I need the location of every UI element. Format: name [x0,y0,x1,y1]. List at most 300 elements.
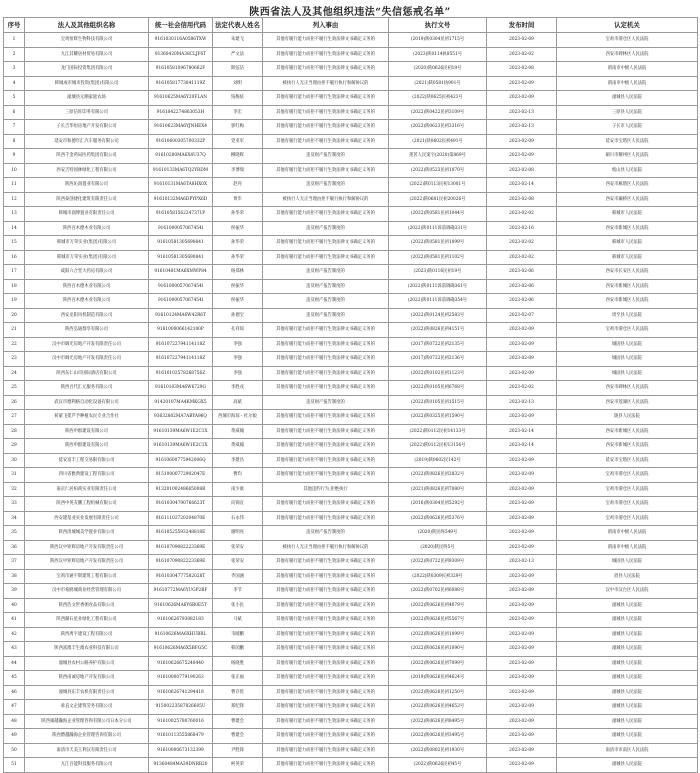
table-row [4,729,698,744]
table-row [4,337,698,352]
cell-reason: 其他有履行能力而拒不履行生效法律文书确定义务的 [263,511,389,526]
cell-org-name: 潼城县东丰农机有限责任公司 [25,685,149,700]
cell-seq: 30 [4,453,25,468]
cell-org-name: 陕西雍越瀚海企业管理咨询有限公司日本分公司 [25,714,149,729]
cell-legal-rep: 尹胜锋 [213,743,263,758]
table-row [4,236,698,251]
cell-authority: 韩城市人民法院 [557,236,698,251]
cell-doc-number: (2022)陕0626民初1250号 [389,685,487,700]
cell-doc-number: (2022)陕0112民初13156号 [389,439,487,454]
cell-publish-date: 2023-02-06 [487,265,557,280]
cell-authority: 潼城县人民法院 [557,656,698,671]
cell-legal-rep: 郭红梅 [213,120,263,135]
cell-org-name: 陕西汉中钜辉房地产开发有限责任公司 [25,555,149,570]
table-row [4,279,698,294]
cell-publish-date: 2023-02-09 [487,671,557,686]
cell-seq: 5 [4,91,25,106]
cell-credit-code: 91610139MA6W1E2C1X [149,424,213,439]
cell-authority: 潼城县人民法院 [557,758,698,773]
cell-org-name: 潼城县元顺家庭农场 [25,91,149,106]
cell-legal-rep: 孙华荣 [213,207,263,222]
cell-reason: 其他有履行能力而拒不履行生效法律文书确定义务的 [263,410,389,425]
cell-legal-rep: 杨郑林 [213,265,263,280]
cell-legal-rep: 严文法 [213,47,263,62]
cell-doc-number: (2020)陕民终549号 [389,526,487,541]
cell-publish-date: 2023-02-09 [487,497,557,512]
cell-credit-code: 91610626793082183 [149,613,213,628]
cell-seq: 40 [4,598,25,613]
table-row [4,453,698,468]
cell-credit-code: 91610581305690841 [149,250,213,265]
cell-legal-rep: 郑纪锋 [213,700,263,715]
cell-org-name: 汉中市阔光房地产开发有限责任公司 [25,337,149,352]
cell-org-name: 陕西浩文世香粥食品有限公司 [25,598,149,613]
cell-authority: 潼城县人民法院 [557,685,698,700]
cell-seq: 22 [4,337,25,352]
header-doc-number: 执行文号 [389,18,487,33]
cell-seq: 34 [4,511,25,526]
cell-legal-rep: 李宏 [213,105,263,120]
cell-credit-code: 91610200MA6X4U37Q [149,149,213,164]
cell-credit-code: 91610626MA6X5BFG5C [149,642,213,657]
cell-legal-rep: 李胜戎 [213,381,263,396]
cell-credit-code: 91610709082223369E [149,540,213,555]
cell-authority: 渭南市中级人民法院 [557,540,698,555]
cell-credit-code: 91610103MA6W6729G [149,381,213,396]
cell-seq: 23 [4,352,25,367]
cell-credit-code: 91610600775942006Q [149,453,213,468]
cell-org-name: 西安吉特园林绿化工程有限公司 [25,163,149,178]
cell-org-name: 陕西富澳丰生澳农业科技有限公司 [25,642,149,657]
cell-publish-date: 2023-02-02 [487,236,557,251]
cell-legal-rep: 李博瑞 [213,163,263,178]
cell-reason: 其他有履行能力而拒不履行生效法律文书确定义务的 [263,584,389,599]
cell-legal-rep: 杨晓胜 [213,656,263,671]
cell-doc-number: (2022)陕0626民初1090号 [389,642,487,657]
cell-credit-code: 91610581773841119Z [149,76,213,91]
table-row [4,91,698,106]
cell-seq: 38 [4,569,25,584]
cell-authority: 西安市莲湖区人民法院 [557,395,698,410]
cell-doc-number: (2020)陕民终5号 [389,540,487,555]
cell-seq: 35 [4,526,25,541]
cell-doc-number: (2022)陕0626民初45号 [389,758,487,773]
cell-org-name: 三原信旺印务有限公司 [25,105,149,120]
cell-org-name: 九江其耀居材贸易有限公司 [25,47,149,62]
cell-publish-date: 2023-02-09 [487,352,557,367]
cell-credit-code: 9161000057067454l [149,279,213,294]
cell-credit-code: 91610525593248818E [149,526,213,541]
cell-legal-rep: 李节 [213,584,263,599]
cell-authority: 西安市新城区人民法院 [557,294,698,309]
cell-legal-rep: 曹存优 [213,685,263,700]
cell-doc-number: (2022)陕0626民初1099号 [389,627,487,642]
cell-seq: 8 [4,134,25,149]
header-org-name: 法人及其他组织名称 [25,18,149,33]
cell-doc-number: (2022)陕0722民初9309号 [389,555,487,570]
cell-legal-rep: 黄威翰 [213,424,263,439]
cell-seq: 24 [4,366,25,381]
cell-seq: 25 [4,381,25,396]
cell-seq: 15 [4,236,25,251]
cell-credit-code: 91500223587826605U [149,700,213,715]
cell-doc-number: (2019)陕0304民初1715号 [389,33,487,48]
cell-legal-rep: 侯振华 [213,221,263,236]
cell-org-name: 陕西禹宇建设工程有限公司 [25,627,149,642]
cell-doc-number: (2021)陕0826民初7080号 [389,482,487,497]
cell-credit-code: 91610626MA6Y6R0E5T [149,598,213,613]
cell-reason: 其他有履行能力而拒不履行生效法律文书确定义务的 [263,105,389,120]
cell-reason: 其他有履行能力而拒不履行生效法律文书确定义务的 [263,323,389,338]
cell-org-name: 陕西汉中钜辉房地产开发有限责任公司 [25,540,149,555]
cell-seq: 42 [4,627,25,642]
cell-seq: 4 [4,76,25,91]
cell-credit-code: 91610581096780662F [149,62,213,77]
cell-doc-number: 莲茗人民案字(2020)第869号 [389,149,487,164]
cell-doc-number: (2022)陕0111诉前调确361号 [389,279,487,294]
cell-publish-date: 2023-02-09 [487,685,557,700]
table-row [4,598,698,613]
cell-reason: 其他有履行能力而拒不履行生效法律文书确定义务的 [263,656,389,671]
cell-authority: 宝鸡市渭仓区人民法院 [557,33,698,48]
cell-publish-date: 2023-02-09 [487,468,557,483]
cell-seq: 32 [4,482,25,497]
cell-doc-number: (2016)陕0304民初5292号 [389,497,487,512]
table-row [4,627,698,642]
cell-credit-code: 91610025780760016 [149,714,213,729]
cell-authority: 城固县人民法院 [557,337,698,352]
cell-credit-code: 9161030116A0586TXW [149,33,213,48]
cell-authority: 潼城县人民法院 [557,627,698,642]
cell-authority: 韩城市人民法院 [557,250,698,265]
cell-reason: 其他有履行能力而拒不履行生效法律文书确定义务的 [263,91,389,106]
cell-doc-number: (2022)陕0702民初6088号 [389,584,487,599]
cell-authority: 城固县人民法院 [557,366,698,381]
dishonest-list-table [3,17,698,773]
cell-credit-code: 91610113555868479 [149,729,213,744]
cell-seq: 7 [4,120,25,135]
cell-seq: 11 [4,178,25,193]
cell-authority: 西安市碑林区人民法院 [557,47,698,62]
cell-reason: 违反财产报告制度的 [263,265,389,280]
cell-authority: 宝鸡市渭仓区人民法院 [557,323,698,338]
cell-doc-number: (2022)陕0625民初423号 [389,91,487,106]
cell-publish-date: 2023-02-09 [487,76,557,91]
cell-legal-rep: 石永伟 [213,511,263,526]
cell-publish-date: 2023-02-07 [487,308,557,323]
table-row [4,352,698,367]
cell-seq: 37 [4,555,25,570]
cell-seq: 50 [4,743,25,758]
cell-credit-code: 91610722794114118Z [149,337,213,352]
cell-legal-rep: 曹建会 [213,714,263,729]
cell-reason: 其他有履行能力而拒不履行生效法律文书确定义务的 [263,439,389,454]
cell-legal-rep: 韩园鹏 [213,642,263,657]
table-row [4,439,698,454]
cell-org-name: 潼城县农村公路养护有限公司 [25,656,149,671]
cell-publish-date: 2023-02-06 [487,294,557,309]
table-row [4,410,698,425]
table-row [4,584,698,599]
cell-credit-code: 91610626675240440 [149,656,213,671]
cell-credit-code: 91610000779190263 [149,671,213,686]
cell-credit-code: 9161000057067454l [149,294,213,309]
cell-publish-date: 2023-02-09 [487,656,557,671]
cell-doc-number: (2022)陕0111诉前调确331号 [389,221,487,236]
cell-org-name: 垂直文企建筑劳务有限公司 [25,700,149,715]
cell-seq: 51 [4,758,25,773]
cell-credit-code: 91610481MA6XMWP84 [149,265,213,280]
cell-credit-code: 91420107MA4KMKGX5 [149,395,213,410]
cell-legal-rep: 西城市海琼・杜尔娘 [213,410,263,425]
cell-publish-date: 2023-02-09 [487,482,557,497]
cell-reason: 其他有履行能力而拒不履行生效法律文书确定义务的 [263,250,389,265]
cell-reason: 违反财产报告制度的 [263,221,389,236]
cell-publish-date: 2023-02-09 [487,453,557,468]
cell-reason: 其他有履行能力而拒不履行生效法律文书确定义务的 [263,381,389,396]
cell-reason: 其他有履行能力而拒不履行生效法律文书确定义务的 [263,613,389,628]
cell-authority: 延安市宝塔区人民法院 [557,134,698,149]
cell-org-name: 韩城市润博置业有限责任公司 [25,207,149,222]
cell-doc-number: (2019)陕0602民142号 [389,453,487,468]
cell-seq: 20 [4,308,25,323]
table-body [4,33,698,773]
cell-seq: 19 [4,294,25,309]
table-row [4,743,698,758]
cell-legal-rep: 张荣安 [213,555,263,570]
cell-seq: 28 [4,424,25,439]
cell-reason: 被执行人无正当理由拒不履行执行和解协议的 [263,76,389,91]
cell-credit-code: 91610626741294418 [149,685,213,700]
cell-authority: 渭南市中级人民法院 [557,76,698,91]
cell-legal-rep: 曹建会 [213,729,263,744]
cell-authority: 陇县人民法院 [557,410,698,425]
cell-credit-code: 91320100248665008R [149,482,213,497]
cell-authority: 潼城县人民法院 [557,700,698,715]
cell-authority: 潼城县人民法院 [557,91,698,106]
cell-credit-code: 91610139MA6W1E2C1X [149,439,213,454]
cell-reason: 其他有履行能力而拒不履行生效法律文书确定义务的 [263,671,389,686]
cell-publish-date: 2023-02-16 [487,221,557,236]
cell-legal-rep: 党亚军 [213,134,263,149]
cell-publish-date: 2023-02-09 [487,758,557,773]
cell-authority: 西安市长安区人民法院 [557,265,698,280]
cell-reason: 其他有履行能力而拒不履行生效法律文书确定义务的 [263,555,389,570]
cell-reason: 违反财产报告制度的 [263,526,389,541]
cell-authority: 西安市新城区人民法院 [557,424,698,439]
cell-reason: 其他有履行能力而拒不履行生效法律文书确定义务的 [263,627,389,642]
cell-credit-code: 91610304777582028T [149,569,213,584]
cell-doc-number: (2021)陕0581执901号 [389,76,487,91]
cell-publish-date: 2023-02-09 [487,91,557,106]
document-title: 陕西省法人及其他组织违法“失信惩戒名单” [249,7,451,18]
cell-publish-date: 2023-02-09 [487,526,557,541]
cell-doc-number: (2022)陕0826民初2832号 [389,468,487,483]
cell-authority: 南清市市南区人民法院 [557,743,698,758]
cell-authority: 岐山县人民法院 [557,163,698,178]
table-row [4,221,698,236]
cell-authority: 西安市雁塔区人民法院 [557,178,698,193]
cell-authority: 西安市灞桥区人民法院 [557,192,698,207]
cell-legal-rep: 张荣安 [213,540,263,555]
cell-legal-rep: 钱梅炫 [213,91,263,106]
cell-publish-date: 2023-02-13 [487,105,557,120]
cell-reason: 其他有履行能力而拒不履行生效法律文书确定义务的 [263,366,389,381]
cell-publish-date: 2023-02-02 [487,381,557,396]
cell-publish-date: 2023-02-09 [487,33,557,48]
cell-legal-rep: 马斌 [213,613,263,628]
cell-publish-date: 2023-02-09 [487,511,557,526]
cell-authority: 城固县人民法院 [557,352,698,367]
cell-org-name: 韩城市万荣实业(集团)有限公司 [25,236,149,251]
cell-reason: 违反财产报告制度的 [263,279,389,294]
table-row [4,294,698,309]
cell-authority: 宝鸡市渭仓区人民法院 [557,497,698,512]
table-row [4,714,698,729]
cell-org-name: 汉中市希鸥城商业经营管理有限公司 [25,584,149,599]
table-row [4,642,698,657]
cell-authority: 潼城县人民法院 [557,714,698,729]
cell-seq: 16 [4,250,25,265]
header-credit-code: 统一社会信用代码 [149,18,213,33]
cell-publish-date: 2023-02-09 [487,584,557,599]
table-row [4,700,698,715]
cell-org-name: 陕西泰创捷化建筑有限责任公司 [25,192,149,207]
table-row [4,555,698,570]
cell-authority: 汉中市汉台区人民法院 [557,584,698,599]
cell-authority: 宝鸡市渭仓区人民法院 [557,482,698,497]
cell-authority: 眉县人民法院 [557,569,698,584]
cell-reason: 其他有履行能力而拒不履行生效法律文书确定义务的 [263,468,389,483]
cell-publish-date: 2023-02-09 [487,642,557,657]
cell-reason: 其他违约行为,拒绝执行 [263,482,389,497]
cell-doc-number: (2022)陕0422民初3109号 [389,105,487,120]
cell-org-name: 延安富丰工程交易限有限公司 [25,453,149,468]
cell-org-name: 西安龙阳风机制造有限公司 [25,308,149,323]
table-row [4,76,698,91]
table-row [4,250,698,265]
cell-doc-number: (2023)陕0114执8551号 [389,47,487,62]
cell-doc-number: (2022)陕0325民初1590号 [389,410,487,425]
cell-credit-code: 91360420MA38CLJF6T [149,47,213,62]
cell-legal-rep: 张小民 [213,598,263,613]
cell-legal-rep: 侯振华 [213,294,263,309]
cell-doc-number: (2023)陕0116民初19号 [389,265,487,280]
table-row [4,395,698,410]
cell-authority: 城固县人民法院 [557,555,698,570]
cell-doc-number: (2022)陕0112民初14133号 [389,424,487,439]
cell-credit-code: 91610132MA6DPYPX6D [149,192,213,207]
table-row [4,308,698,323]
cell-seq: 31 [4,468,25,483]
cell-credit-code: 91610772MA6YUGP2BF [149,584,213,599]
cell-legal-rep: 柯英荣 [213,758,263,773]
cell-doc-number: (2022)陕0581民初1102号 [389,250,487,265]
cell-credit-code: 91610626MA6XHUBRL [149,627,213,642]
cell-credit-code: 91610000673132399 [149,743,213,758]
cell-legal-rep: 侯振华 [213,279,263,294]
cell-org-name: 陕西申群建设有限公司 [25,424,149,439]
cell-org-name: 南京仁居柏商实业有限责任公司 [25,482,149,497]
cell-publish-date: 2023-02-09 [487,743,557,758]
cell-org-name: 汉中市阔光房地产开发有限责任公司 [25,352,149,367]
cell-doc-number: (2022)陕0105民初1515号 [389,395,487,410]
cell-reason: 其他有履行能力而拒不履行生效法律文书确定义务的 [263,598,389,613]
cell-reason: 其他有履行能力而拒不履行生效法律文书确定义务的 [263,337,389,352]
cell-org-name: 陕西沁润置业有限公司 [25,178,149,193]
cell-doc-number: (2022)陕0102民初1123号 [389,366,487,381]
table-row [4,468,698,483]
cell-authority: 宝鸡市渭仓区人民法院 [557,468,698,483]
cell-authority: 延安市宝塔区人民法院 [557,453,698,468]
table-row [4,540,698,555]
cell-doc-number: (2022)陕0623民初3316号 [389,120,487,135]
cell-seq: 18 [4,279,25,294]
table-row [4,511,698,526]
cell-doc-number: (2022)陕0626民初3495号 [389,729,487,744]
cell-org-name: 陕西百木德木业有限公司 [25,294,149,309]
cell-doc-number: (2022)陕0626民初4653号 [389,700,487,715]
cell-org-name: 宝鸡恒辉生物科技有限公司 [25,33,149,48]
cell-publish-date: 2023-02-14 [487,424,557,439]
cell-authority: 周至县人民法院 [557,308,698,323]
table-row [4,656,698,671]
cell-legal-rep: 李强 [213,352,263,367]
cell-publish-date: 2023-02-14 [487,439,557,454]
cell-publish-date: 2023-02-09 [487,714,557,729]
cell-org-name: 陕西弘通群享有限公司 [25,323,149,338]
cell-seq: 29 [4,439,25,454]
cell-seq: 39 [4,584,25,599]
cell-reason: 其他有履行能力而拒不履行生效法律文书确定义务的 [263,743,389,758]
cell-seq: 27 [4,410,25,425]
cell-doc-number: (2022)陕0681民初20026号 [389,192,487,207]
cell-doc-number: (2022)陕0523民初1070号 [389,163,487,178]
cell-org-name: 咸阳六合堂大药房有限公司 [25,265,149,280]
cell-reason: 其他有履行能力而拒不履行生效法律文书确定义务的 [263,236,389,251]
cell-legal-rep: 赵亮 [213,178,263,193]
cell-publish-date: 2023-02-02 [487,250,557,265]
cell-reason: 违反财产报告制度的 [263,178,389,193]
cell-doc-number: (2017)陕0722民初2136号 [389,352,487,367]
cell-org-name: 陕西东仁山市国际酒店有限公司 [25,366,149,381]
cell-doc-number: (2020)陕0626民初19号 [389,62,487,77]
cell-authority: 潼城县人民法院 [557,613,698,628]
cell-reason: 被执行人无正当理由拒不履行执行和解协议的 [263,192,389,207]
cell-legal-rep: 黄威翰 [213,439,263,454]
cell-reason: 其他有履行能力而拒不履行生效法律文书确定义务的 [263,134,389,149]
cell-org-name: 武汉市德利格自动化设备有限公司 [25,395,149,410]
table-row [4,134,698,149]
cell-reason: 其他有履行能力而拒不履行生效法律文书确定义务的 [263,685,389,700]
cell-legal-rep: 南少康 [213,482,263,497]
cell-credit-code: 91610131MA6TA8HX0X [149,178,213,193]
cell-credit-code: 91611102720204870E [149,511,213,526]
table-row [4,526,698,541]
cell-seq: 17 [4,265,25,280]
table-row [4,207,698,222]
cell-credit-code: 91510000772902047E [149,468,213,483]
table-row [4,758,698,773]
cell-reason: 其他有履行能力而拒不履行生效法律文书确定义务的 [263,758,389,773]
table-row [4,424,698,439]
cell-legal-rep: 张正福 [213,671,263,686]
cell-doc-number: (2022)陕0626民初5376号 [389,511,487,526]
cell-seq: 21 [4,323,25,338]
cell-authority: 西安市碑林区人民法院 [557,381,698,396]
cell-reason: 违反财产报告制度的 [263,294,389,309]
cell-legal-rep: 向锦宣 [213,497,263,512]
